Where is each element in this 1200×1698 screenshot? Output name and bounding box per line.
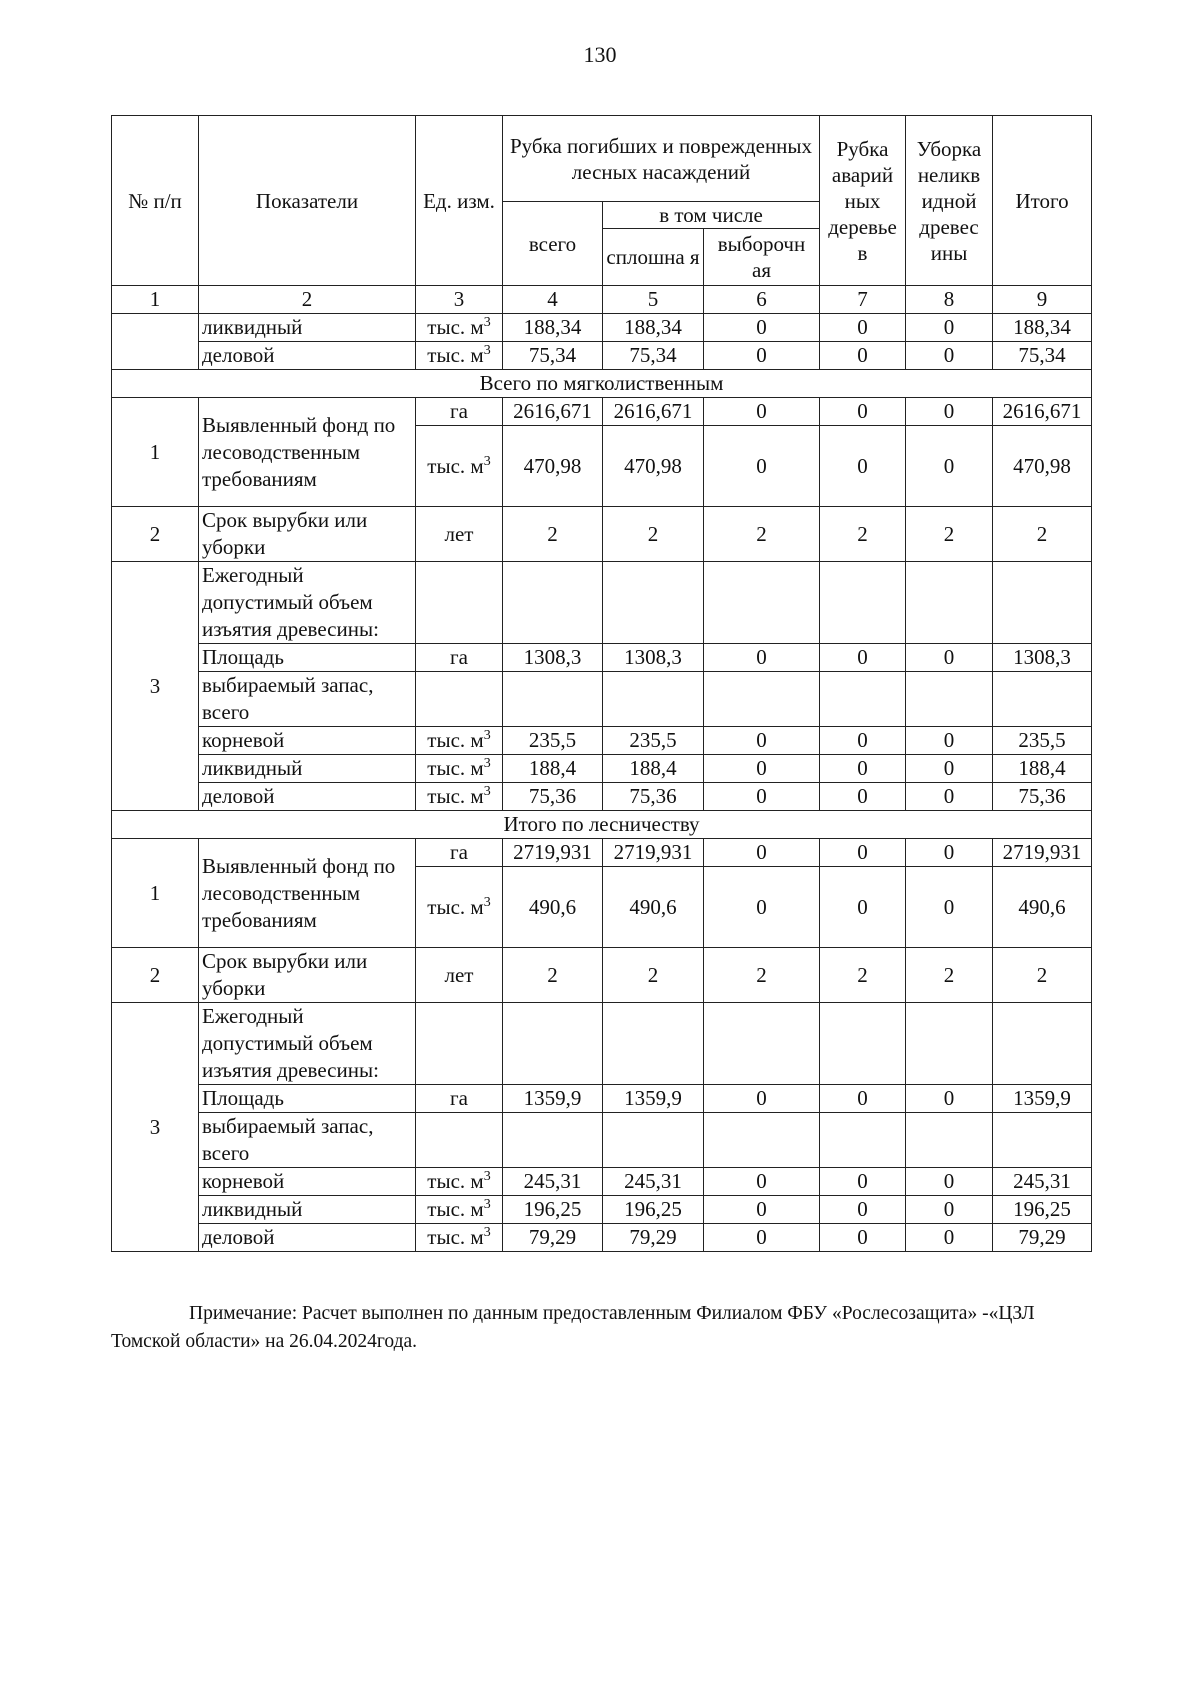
table-row [112,1168,1092,1196]
value-cell: 1359,9 [993,1085,1092,1113]
empty-cell [820,562,906,644]
value-cell: 2 [704,507,820,562]
empty-cell [603,1003,704,1085]
value-cell: 188,4 [503,755,603,783]
section-title: Всего по мягколиственным [112,370,1092,398]
table-row [112,342,1092,370]
row-number-cell: 2 [112,948,199,1003]
value-cell: 0 [704,783,820,811]
unit-cell [416,1196,503,1224]
indicator-cell: Площадь [199,1085,416,1113]
value-cell: 2 [603,507,704,562]
unit-text: тыс. м [427,315,484,339]
column-number: 5 [603,286,704,314]
value-cell: 245,31 [603,1168,704,1196]
value-cell: 0 [820,644,906,672]
table-row [112,839,1092,867]
table-row [112,1224,1092,1252]
row-number-cell: 1 [112,398,199,507]
value-cell: 0 [704,398,820,426]
value-cell: 2616,671 [603,398,704,426]
column-number: 9 [993,286,1092,314]
indicator-cell: ликвидный [199,1196,416,1224]
value-cell: 235,5 [993,727,1092,755]
value-cell: 196,25 [603,1196,704,1224]
unit-text: тыс. м [427,756,484,780]
table-row [112,562,1092,644]
value-cell: 235,5 [603,727,704,755]
value-cell: 490,6 [503,867,603,948]
table-row [112,1196,1092,1224]
header-dead-cutting: Рубка погибших и поврежденных лесных насаждений [503,116,820,202]
value-cell: 0 [820,1196,906,1224]
value-cell: 0 [906,1168,993,1196]
empty-cell [416,1003,503,1085]
value-cell: 0 [704,839,820,867]
value-cell: 0 [906,867,993,948]
table-row [112,672,1092,727]
table-row [112,314,1092,342]
empty-cell [993,562,1092,644]
value-cell: 0 [820,867,906,948]
header-total: Итого [993,116,1092,286]
value-cell: 470,98 [603,426,704,507]
empty-cell [820,1113,906,1168]
unit-superscript: 3 [483,1225,491,1240]
empty-cell [704,1113,820,1168]
value-cell: 188,34 [993,314,1092,342]
value-cell: 75,36 [993,783,1092,811]
value-cell: 0 [820,1168,906,1196]
value-cell: 0 [704,644,820,672]
value-cell: 2 [993,507,1092,562]
row-number-cell: 1 [112,839,199,948]
unit-text: тыс. м [427,728,484,752]
unit-superscript: 3 [483,728,491,743]
unit-cell: га [416,839,503,867]
value-cell: 0 [704,755,820,783]
empty-cell [603,672,704,727]
value-cell: 1359,9 [603,1085,704,1113]
empty-cell [603,1113,704,1168]
empty-cell [906,1003,993,1085]
value-cell: 2 [993,948,1092,1003]
indicator-cell: корневой [199,1168,416,1196]
value-cell: 0 [704,314,820,342]
header-emergency: Рубка аварий ных деревье в [820,116,906,286]
value-cell: 0 [820,426,906,507]
value-cell: 188,34 [503,314,603,342]
value-cell: 235,5 [503,727,603,755]
unit-superscript: 3 [483,1197,491,1212]
table-row [112,507,1092,562]
value-cell: 0 [704,1196,820,1224]
value-cell: 0 [704,1085,820,1113]
empty-cell [503,1003,603,1085]
value-cell: 0 [820,783,906,811]
unit-text: тыс. м [427,1225,484,1249]
empty-cell [416,1113,503,1168]
value-cell: 75,36 [603,783,704,811]
unit-text: тыс. м [427,894,484,919]
empty-cell [503,672,603,727]
value-cell: 0 [704,342,820,370]
value-cell: 0 [704,1224,820,1252]
unit-cell [416,867,503,948]
unit-cell [416,727,503,755]
value-cell: 0 [906,644,993,672]
value-cell: 0 [820,727,906,755]
value-cell: 2719,931 [503,839,603,867]
value-cell: 188,4 [603,755,704,783]
value-cell: 75,36 [503,783,603,811]
value-cell: 2719,931 [993,839,1092,867]
column-number: 8 [906,286,993,314]
value-cell: 2 [603,948,704,1003]
indicator-cell: Срок вырубки или уборки [199,948,416,1003]
row-number-cell: 3 [112,1003,199,1252]
empty-cell [820,1003,906,1085]
unit-superscript: 3 [483,894,491,910]
value-cell: 0 [906,839,993,867]
column-number: 6 [704,286,820,314]
value-cell: 0 [906,755,993,783]
table-row [112,727,1092,755]
empty-cell [906,562,993,644]
unit-text: тыс. м [427,453,484,478]
indicator-cell: Выявленный фонд по лесоводственным требованиям [199,839,416,948]
value-cell: 0 [820,1085,906,1113]
value-cell: 0 [820,398,906,426]
indicator-cell: выбираемый запас, всего [199,1113,416,1168]
empty-cell [906,672,993,727]
empty-cell [416,672,503,727]
value-cell: 0 [704,1168,820,1196]
value-cell: 2616,671 [993,398,1092,426]
table-row [112,1113,1092,1168]
value-cell: 470,98 [993,426,1092,507]
value-cell: 0 [820,1224,906,1252]
value-cell: 1308,3 [503,644,603,672]
table-row [112,948,1092,1003]
page-number: 130 [583,42,617,67]
value-cell: 0 [906,727,993,755]
indicator-cell: ликвидный [199,314,416,342]
value-cell: 0 [704,867,820,948]
unit-superscript: 3 [483,756,491,771]
column-number-row [112,286,1092,314]
unit-cell: лет [416,507,503,562]
value-cell: 245,31 [503,1168,603,1196]
column-number: 4 [503,286,603,314]
value-cell: 1308,3 [993,644,1092,672]
value-cell: 2 [906,948,993,1003]
unit-superscript: 3 [483,784,491,799]
value-cell: 188,4 [993,755,1092,783]
value-cell: 1308,3 [603,644,704,672]
header-indicators: Показатели [199,116,416,286]
empty-cell [416,562,503,644]
indicator-cell: корневой [199,727,416,755]
header-selective: выборочн ая [704,229,820,286]
empty-cell [993,672,1092,727]
indicator-cell: Площадь [199,644,416,672]
unit-superscript: 3 [483,1169,491,1184]
value-cell: 2 [503,507,603,562]
unit-text: тыс. м [427,1169,484,1193]
value-cell: 0 [906,1224,993,1252]
row-number-cell [112,314,199,370]
indicator-cell: Ежегодный допустимый объем изъятия древесины: [199,562,416,644]
empty-cell [704,562,820,644]
unit-superscript: 3 [483,343,491,358]
section-title-row [112,811,1092,839]
value-cell: 0 [704,727,820,755]
indicator-cell: Выявленный фонд по лесоводственным требованиям [199,398,416,507]
value-cell: 470,98 [503,426,603,507]
indicator-cell: выбираемый запас, всего [199,672,416,727]
header-clear: сплошна я [603,229,704,286]
column-number: 2 [199,286,416,314]
unit-cell [416,342,503,370]
value-cell: 2 [503,948,603,1003]
unit-cell [416,783,503,811]
empty-cell [603,562,704,644]
value-cell: 1359,9 [503,1085,603,1113]
value-cell: 2 [820,948,906,1003]
value-cell: 196,25 [503,1196,603,1224]
value-cell: 2 [906,507,993,562]
value-cell: 0 [906,342,993,370]
row-number-cell: 2 [112,507,199,562]
unit-cell: лет [416,948,503,1003]
unit-cell [416,755,503,783]
value-cell: 0 [906,1085,993,1113]
empty-cell [503,1113,603,1168]
empty-cell [503,562,603,644]
column-number: 1 [112,286,199,314]
table-row [112,783,1092,811]
table-row [112,1085,1092,1113]
unit-cell [416,426,503,507]
header-total-sub: всего [503,202,603,286]
unit-cell: га [416,398,503,426]
value-cell: 490,6 [993,867,1092,948]
value-cell: 0 [906,426,993,507]
value-cell: 0 [906,398,993,426]
value-cell: 0 [820,755,906,783]
unit-superscript: 3 [483,315,491,330]
indicator-cell: ликвидный [199,755,416,783]
table-row [112,398,1092,426]
value-cell: 75,34 [603,342,704,370]
table-row [112,755,1092,783]
value-cell: 0 [906,783,993,811]
header-num: № п/п [112,116,199,286]
value-cell: 0 [820,839,906,867]
value-cell: 79,29 [993,1224,1092,1252]
empty-cell [906,1113,993,1168]
value-cell: 245,31 [993,1168,1092,1196]
value-cell: 0 [820,342,906,370]
value-cell: 2616,671 [503,398,603,426]
empty-cell [993,1113,1092,1168]
unit-superscript: 3 [483,453,491,469]
empty-cell [704,672,820,727]
value-cell: 0 [704,426,820,507]
header-unit: Ед. изм. [416,116,503,286]
value-cell: 0 [906,1196,993,1224]
table-body [112,116,1092,1252]
value-cell: 2 [820,507,906,562]
table-row [112,1003,1092,1085]
forest-data-table [111,115,1092,1252]
unit-cell: га [416,1085,503,1113]
unit-cell [416,1224,503,1252]
value-cell: 0 [820,314,906,342]
row-number-cell: 3 [112,562,199,811]
empty-cell [704,1003,820,1085]
value-cell: 188,34 [603,314,704,342]
indicator-cell: деловой [199,1224,416,1252]
header-unmarket: Уборка неликв идной древес ины [906,116,993,286]
unit-cell [416,314,503,342]
table-row [112,644,1092,672]
value-cell: 490,6 [603,867,704,948]
indicator-cell: Срок вырубки или уборки [199,507,416,562]
column-number: 7 [820,286,906,314]
empty-cell [820,672,906,727]
indicator-cell: Ежегодный допустимый объем изъятия древесины: [199,1003,416,1085]
section-title: Итого по лесничеству [112,811,1092,839]
unit-cell: га [416,644,503,672]
column-number: 3 [416,286,503,314]
value-cell: 196,25 [993,1196,1092,1224]
unit-text: тыс. м [427,784,484,808]
value-cell: 79,29 [503,1224,603,1252]
indicator-cell: деловой [199,342,416,370]
value-cell: 2719,931 [603,839,704,867]
empty-cell [993,1003,1092,1085]
value-cell: 2 [704,948,820,1003]
unit-cell [416,1168,503,1196]
value-cell: 75,34 [993,342,1092,370]
footnote: Примечание: Расчет выполнен по данным предоставленным Филиалом ФБУ «Рослесозащита» -«ЦЗЛ Томской области» на 26.04.2024года. [111,1303,1035,1352]
value-cell: 75,34 [503,342,603,370]
value-cell: 0 [906,314,993,342]
unit-text: тыс. м [427,343,484,367]
indicator-cell: деловой [199,783,416,811]
section-title-row [112,370,1092,398]
value-cell: 79,29 [603,1224,704,1252]
header-including: в том числе [603,202,820,229]
unit-text: тыс. м [427,1197,484,1221]
